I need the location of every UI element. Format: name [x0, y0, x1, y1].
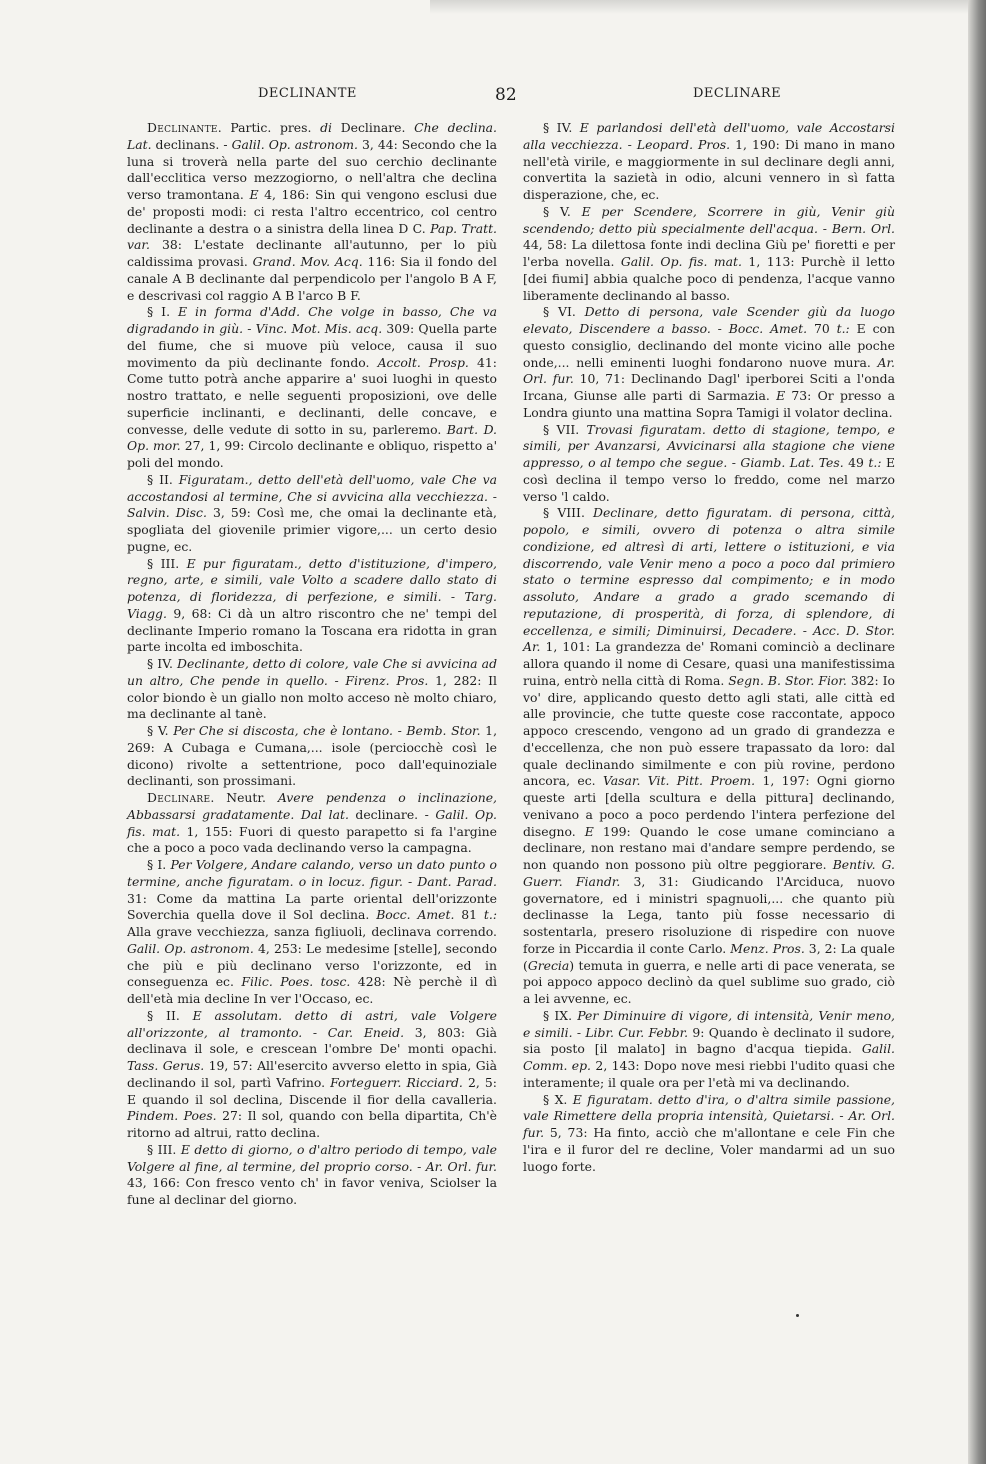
- body-text: 81: [454, 907, 484, 923]
- italic-text: Figuratam., detto dell'età dell'uomo, vale Che va accostandosi al termine, Che si avvicina alla vecchiezza. - Salvin. Disc.: [127, 471, 497, 521]
- body-text: 382: Io vo' dire, applicando questo detto agli stati, alle città ed alle provincie, che tutte queste cose raccontate, appoco appoco crescendo, vengono ad un grado di grandezza e d'eccellenza, che non può essere trapassato da loro: dal quale declinando similmente e con più rovine, perdono ancora, ec.: [523, 672, 895, 789]
- body-text: 41: Come tutto potrà anche apparire a' suoi luoghi in questo nostro trattato, e nelle seguenti proposizioni, ove delle superficie inclinanti, e declinanti, delle concave, e convesse, delle vedute di sotto in su, parleremo.: [127, 354, 497, 437]
- italic-text: Galil. Op. fis. mat.: [620, 254, 742, 269]
- body-text: 1, 155: Fuori di questo parapetto si fa l'argine che a poco a poco vada declinando verso la campagna.: [127, 823, 497, 856]
- italic-text: Filic. Poes. tosc.: [241, 974, 351, 990]
- italic-text: E per Scendere, Scorrere in giù, Venir giù scendendo; detto più specialmente dell'acqua. - Bern. Orl.: [523, 203, 895, 236]
- italic-text: Forteguerr. Ricciard.: [330, 1074, 463, 1090]
- body-text: 1, 282: Il color biondo è un giallo non molto acceso nè molto chiaro, ma declinante al tanè.: [127, 672, 497, 722]
- entry-sense-paragraph: [127, 556, 497, 657]
- body-text: 70: [807, 321, 837, 336]
- italic-text: E: [249, 187, 259, 202]
- body-text: 3, 2: La quale (: [523, 940, 895, 973]
- body-text: § I.: [147, 857, 171, 872]
- entry-sense-paragraph: [127, 304, 497, 472]
- body-text: 27, 1, 99: Circolo declinante e obliquo, rispetto a' poli del mondo.: [127, 438, 497, 470]
- italic-text: Declinare, detto figuratam. di persona, città, popolo, e simili, ovvero di potenza o altra simile condizione, ed altresì di arti, lettere o istituzioni, e via discorrendo, vale Venir meno a poco a poco dal primiero stato o termine espresso dal compimento; e in modo assoluto, Andare a grado a grado scemando di reputazione, di prosperità, di forza, di splendore, di eccellenza, e simili; Diminuirsi, Decadere. - Acc. D. Stor. Ar.: [523, 505, 895, 655]
- italic-text: Che declina. Lat.: [127, 120, 498, 152]
- body-text: § III.: [147, 1141, 181, 1157]
- italic-text: Ar. Orl. fur.: [523, 354, 895, 387]
- body-text: 1, 197: Ogni giorno queste arti [della scultura e della pittura] declinando, venivano a poco a poco perdendo l'intera perfezione del disegno.: [523, 773, 896, 839]
- body-text: § VI.: [543, 304, 585, 320]
- italic-text: Galil. Op. astronom.: [127, 940, 254, 956]
- italic-text: Detto di persona, vale Scender giù da luogo elevato, Discendere a basso. - Bocc. Amet.: [523, 304, 895, 336]
- body-text: § IX.: [543, 1007, 578, 1023]
- body-text: declinans. -: [151, 136, 232, 152]
- italic-text: Tass. Gerus.: [127, 1058, 205, 1073]
- entry-sense-paragraph: [523, 204, 895, 305]
- italic-text: Pindem. Poes.: [127, 1108, 217, 1124]
- body-text: § III.: [147, 555, 187, 571]
- body-text: 309: Quella parte del fiume, che si muove più veloce, causa il suo movimento da più declinante fondo.: [127, 321, 497, 370]
- body-text: 9: Quando è declinato il sudore, sia posto [il malato] in bagno d'acqua tiepida.: [523, 1024, 895, 1057]
- body-text: 44, 58: La dilettosa fonte indi declina Giù pe' fioretti e per l'erba novella.: [523, 237, 895, 269]
- body-text: 3, 803: Già declinava il sole, e crescean l'ombre De' monti opachi.: [127, 1024, 497, 1057]
- italic-text: Segn. B. Stor. Fior.: [728, 672, 847, 688]
- italic-text: Bart. D. Op. mor.: [127, 421, 497, 454]
- left-column: [127, 120, 497, 1209]
- italic-text: t.:: [868, 455, 882, 470]
- body-text: § V.: [147, 723, 174, 738]
- entry-sense-paragraph: [127, 723, 497, 790]
- italic-text: Accolt. Prosp.: [377, 354, 469, 370]
- body-text: 10, 71: Declinando Dagl' iperborei Sciti a l'onda Ircana, Giunse alle parti di Sarmazia.: [523, 371, 895, 403]
- body-text: 3, 31: Giudicando l'Arciduca, nuovo governatore, ed i ministri spagnuoli,... che quanto più declinasse la Lega, tanto più fosse necessario di sostentarla, presero risoluzione di rispedire con nuove forze in Piccardia il conte Carlo.: [523, 873, 895, 956]
- italic-text: E parlandosi dell'età dell'uomo, vale Accostarsi alla vecchiezza. - Leopard. Pros.: [523, 120, 895, 152]
- italic-text: Galil. Op. fis. mat.: [127, 806, 497, 839]
- body-text: § II.: [147, 1007, 193, 1023]
- body-text: 31: Come da mattina La parte oriental dell'orizzonte Soverchia quella dove il Sol declina.: [127, 890, 497, 923]
- ink-mark: [796, 1314, 799, 1317]
- body-text: § V.: [543, 203, 582, 219]
- italic-text: Grand. Mov. Acq.: [252, 254, 363, 269]
- body-text: 1, 269: A Cubaga e Cumana,... isole (perciocchè così le dicono) rivolte a settentrione, poco dall'equinoziale declinanti, son prossimani.: [127, 723, 498, 789]
- running-head-right: DECLINARE: [693, 86, 782, 101]
- italic-text: E in forma d'Add. Che volge in basso, Che va digradando in giù. - Vinc. Mot. Mis. acq.: [127, 304, 497, 336]
- italic-text: E: [584, 823, 594, 839]
- body-text: . Partic. pres.: [217, 120, 321, 135]
- body-text: 428: Nè perchè il dì dell'età mia decline In ver l'Occaso, ec.: [127, 974, 497, 1006]
- body-text: 1, 101: La grandezza de' Romani cominciò a declinare allora quando il nome di Cesare, quasi una manifestissima ruina, entrò nella città di Roma.: [523, 639, 895, 688]
- body-text: E con questo consiglio, declinando del monte vicino alle poche onde,... nelli eminenti luoghi fondarono nuove mura.: [523, 321, 895, 370]
- entry-sense-paragraph: [127, 1142, 497, 1209]
- body-text: 4, 186: Sin qui vengono esclusi due de' proposti modi: ci resta l'altro eccentrico, col centro declinante a destra o a sinistra della linea D C.: [127, 187, 497, 236]
- italic-text: E assolutam. detto di astri, vale Volgere all'orizzonte, al tramonto. - Car. Eneid.: [127, 1007, 497, 1040]
- body-text: . Neutr.: [210, 790, 278, 805]
- body-text: 27: Il sol, quando con bella dipartita, Ch'è ritorno ad altrui, ratto declina.: [127, 1108, 497, 1140]
- italic-text: E: [776, 388, 786, 403]
- italic-text: Per Diminuire di vigore, di intensità, Venir meno, e simili. - Libr. Cur. Febbr.: [523, 1007, 895, 1040]
- running-head-left: DECLINANTE: [258, 86, 357, 101]
- body-text: 2, 5: E quando il sol declina, Discende il fior della cavalleria.: [127, 1074, 497, 1107]
- italic-text: E figuratam. detto d'ira, o d'altra simile passione, vale Rimettere della propria intensità, Quietarsi. - Ar. Orl. fur.: [523, 1091, 895, 1140]
- right-column: [523, 120, 895, 1175]
- body-text: 3, 44: Secondo che la luna si troverà nella parte del suo cerchio declinante dall'ecclitica verso mezzogiorno, o nell'altra che declina verso tramontana.: [127, 136, 497, 202]
- body-text: 116: Sia il fondo del canale A B declinante dal perpendicolo per l'angolo B A F, e descrivasi col raggio A B l'arco B F.: [127, 254, 498, 303]
- entry-sense-paragraph: [127, 857, 497, 1008]
- body-text: 1, 113: Purchè il letto [dei fiumi] abbia qualche poco di pendenza, l'acque vanno liberamente declinando al basso.: [523, 254, 895, 303]
- dictionary-entry: [127, 120, 497, 304]
- italic-text: Bocc. Amet.: [376, 907, 455, 923]
- entry-sense-paragraph: [523, 1008, 895, 1092]
- body-text: 19, 57: All'esercito avverso eletto in spia, Già declinando il sol, partì Vafrino.: [127, 1058, 497, 1090]
- entry-sense-paragraph: [523, 304, 895, 421]
- scan-top-edge: [430, 0, 970, 14]
- italic-text: Declinante, detto di colore, vale Che si avvicina ad un altro, Che pende in quello. - Firenz. Pros.: [127, 656, 498, 688]
- italic-text: Galil. Op. astronom.: [231, 136, 358, 152]
- body-text: 3, 59: Così me, che omai la declinante età, spogliata del giovenile primier vigore,... un certo desio pugne, ec.: [127, 505, 497, 554]
- italic-text: E pur figuratam., detto d'istituzione, d'impero, regno, arte, e simili, vale Volto a scadere dallo stato di potenza, di floridezza, di perfezione, e simili. - Targ. Viagg.: [127, 555, 497, 621]
- body-text: Alla grave vecchiezza, sanza figliuoli, declinava correndo.: [127, 924, 497, 939]
- body-text: § X.: [543, 1091, 573, 1107]
- body-text: 5, 73: Ha finto, acciò che m'allontane e cele Fin che l'ira e il furor del re decline, Voler mandarmi ad un suo luogo forte.: [523, 1125, 895, 1174]
- body-text: ) temuta in guerra, e nelle arti di pace venerata, se poi appoco appoco declinò da quel sublime suo grado, ciò a lei avvenne, ec.: [523, 957, 895, 1006]
- body-text: § IV.: [543, 120, 580, 135]
- headword: Declinante: [147, 120, 218, 135]
- italic-text: Per Che si discosta, che è lontano. - Bemb. Stor.: [173, 723, 481, 738]
- entry-sense-paragraph: [523, 1092, 895, 1176]
- body-text: § IV.: [147, 656, 178, 671]
- body-text: 43, 166: Con fresco vento ch' in favor veniva, Sciolser la fune al declinar del giorno.: [127, 1175, 497, 1207]
- body-text: 199: Quando le cose umane cominciano a declinare, non restano mai d'andare sempre perdendo, se non quando non possono più oltre peggiorare.: [523, 823, 895, 872]
- body-text: 38: L'estate declinante all'autunno, per lo più caldissima provasi.: [127, 237, 497, 269]
- headword: Declinare: [147, 790, 211, 805]
- body-text: § II.: [147, 471, 179, 487]
- italic-text: Galil. Comm. ep.: [523, 1041, 895, 1073]
- body-text: declinare. -: [348, 806, 436, 822]
- body-text: 49: [843, 455, 869, 470]
- body-text: 9, 68: Ci dà un altro riscontro che ne' tempi del declinante Imperio romano la Toscana era ridotta in gran parte incolta ed imboschita.: [127, 605, 497, 655]
- italic-text: Vasar. Vit. Pitt. Proem.: [602, 773, 756, 789]
- italic-text: Bentiv. G. Guerr. Fiandr.: [523, 857, 895, 889]
- scan-right-edge: [968, 0, 986, 1464]
- entry-sense-paragraph: [127, 1008, 497, 1142]
- dictionary-entry: [127, 790, 497, 857]
- entry-sense-paragraph: [523, 120, 895, 204]
- body-text: § I.: [147, 304, 178, 320]
- entry-sense-paragraph: [523, 505, 895, 1008]
- entry-sense-paragraph: [127, 656, 497, 723]
- italic-text: di: [320, 120, 333, 135]
- italic-text: t.:: [836, 321, 850, 336]
- body-text: 1, 190: Di mano in mano nell'età virile, e maggiormente in sul declinare degli anni, convertita la sazietà in odio, alcuni vennero in sì fatta disperazione, che, ec.: [523, 136, 895, 202]
- page-number: 82: [495, 85, 517, 105]
- entry-sense-paragraph: [127, 472, 497, 556]
- body-text: 4, 253: Le medesime [stelle], secondo che più e più declinano verso l'orizzonte, ed in conseguenza ec.: [127, 940, 497, 990]
- italic-text: Grecia: [527, 957, 570, 973]
- italic-text: E detto di giorno, o d'altro periodo di tempo, vale Volgere al fine, al termine, del proprio corso. - Ar. Orl. fur.: [127, 1141, 497, 1174]
- italic-text: Per Volgere, Andare calando, verso un dato punto o termine, anche figuratam. o in locuz. figur. - Dant. Parad.: [127, 857, 498, 889]
- body-text: § VII.: [543, 421, 587, 437]
- italic-text: Trovasi figuratam. detto di stagione, tempo, e simili, per Avanzarsi, Avvicinarsi alla stagione che viene appresso, o al tempo che segue. - Giamb. Lat. Tes.: [523, 421, 896, 470]
- italic-text: Menz. Pros.: [730, 940, 805, 956]
- italic-text: Pap. Tratt. var.: [127, 220, 497, 253]
- body-text: § VIII.: [543, 505, 594, 521]
- italic-text: Avere pendenza o inclinazione, Abbassarsi gradatamente. Dal lat.: [127, 790, 498, 822]
- body-text: E così declina il tempo verso lo freddo, come nel marzo verso 'l caldo.: [523, 455, 896, 504]
- italic-text: t.:: [483, 907, 497, 923]
- entry-sense-paragraph: [523, 422, 895, 506]
- body-text: 73: Or presso a Londra giunto una mattina Sopra Tamigi il volator declina.: [523, 388, 895, 420]
- body-text: 2, 143: Dopo nove mesi riebbi l'udito quasi che interamente; il quale ora per l'età mi va declinando.: [523, 1058, 896, 1090]
- body-text: Declinare.: [332, 120, 415, 135]
